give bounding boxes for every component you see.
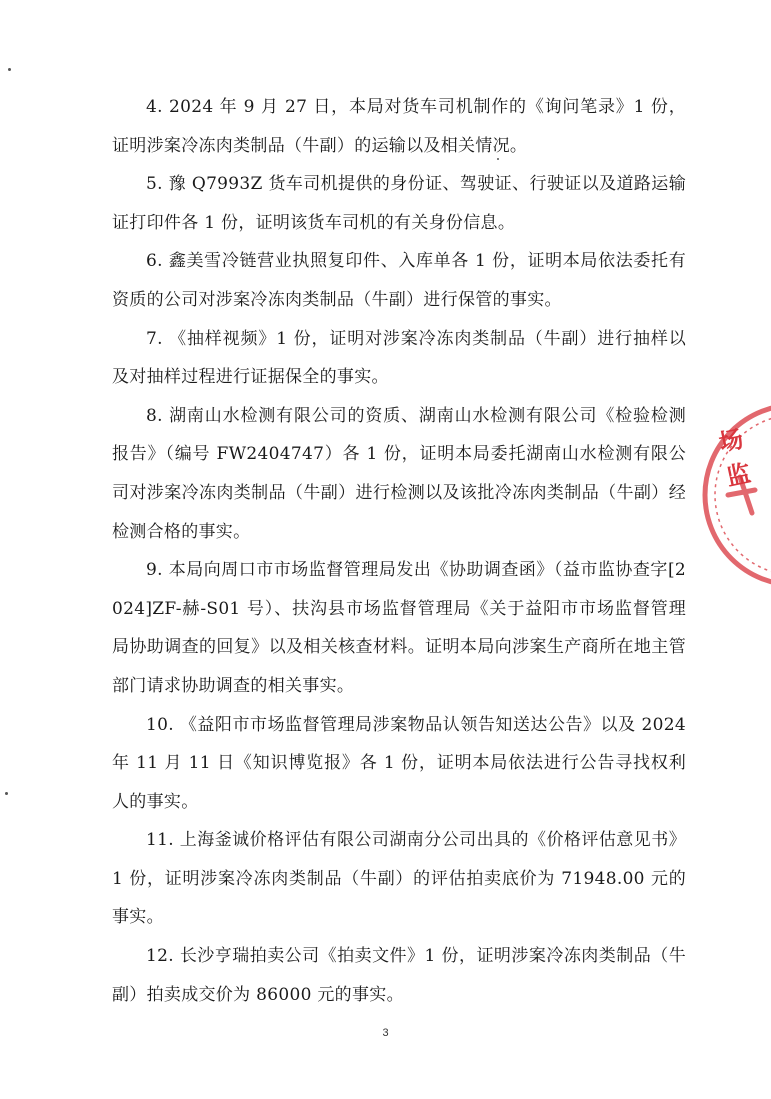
evidence-item-12: 12. 长沙亨瑞拍卖公司《拍卖文件》1 份，证明涉案冷冻肉类制品（牛副）拍卖成交价为 86000 元的事实。 [112,946,686,1005]
evidence-item-9: 9. 本局向周口市市场监督管理局发出《协助调查函》（益市监协查字[2024]ZF-赫-S01 号）、扶沟县市场监督管理局《关于益阳市市场监督管理局协助调查的回复》以及相关核查材料。证明本局向涉案生产商所在地主管部门请求协助调查的相关事实。 [112,560,686,696]
scan-speck [497,158,499,160]
evidence-item-10: 10. 《益阳市市场监督管理局涉案物品认领告知送达公告》以及 2024 年 11 月 11 日《知识博览报》各 1 份，证明本局依法进行公告寻找权利人的事实。 [112,714,686,812]
evidence-item-8: 8. 湖南山水检测有限公司的资质、湖南山水检测有限公司《检验检测报告》（编号 FW2404747）各 1 份，证明本局委托湖南山水检测有限公司对涉案冷冻肉类制品（牛副）进行检测以及该批冷冻肉类制品（牛副）经检测合格的事实。 [112,405,686,542]
document-body [112,88,686,1014]
seal-text: 场监 [716,424,756,492]
evidence-item-7: 7. 《抽样视频》1 份，证明对涉案冷冻肉类制品（牛副）进行抽样以及对抽样过程进行证据保全的事实。 [112,328,686,388]
scan-speck [8,68,11,71]
evidence-item-11: 11. 上海釜诚价格评估有限公司湖南分公司出具的《价格评估意见书》1 份，证明涉案冷冻肉类制品（牛副）的评估拍卖底价为 71948.00 元的事实。 [112,830,686,928]
evidence-item-6: 6. 鑫美雪冷链营业执照复印件、入库单各 1 份，证明本局依法委托有资质的公司对涉案冷冻肉类制品（牛副）进行保管的事实。 [112,251,686,310]
evidence-item-4: 4. 2024 年 9 月 27 日，本局对货车司机制作的《询问笔录》1 份，证明涉案冷冻肉类制品（牛副）的运输以及相关情况。 [112,97,686,156]
scan-speck [5,792,8,795]
page-number: 3 [382,1027,389,1039]
evidence-item-5: 5. 豫 Q7993Z 货车司机提供的身份证、驾驶证、行驶证以及道路运输证打印件各 1 份，证明该货车司机的有关身份信息。 [112,174,686,233]
